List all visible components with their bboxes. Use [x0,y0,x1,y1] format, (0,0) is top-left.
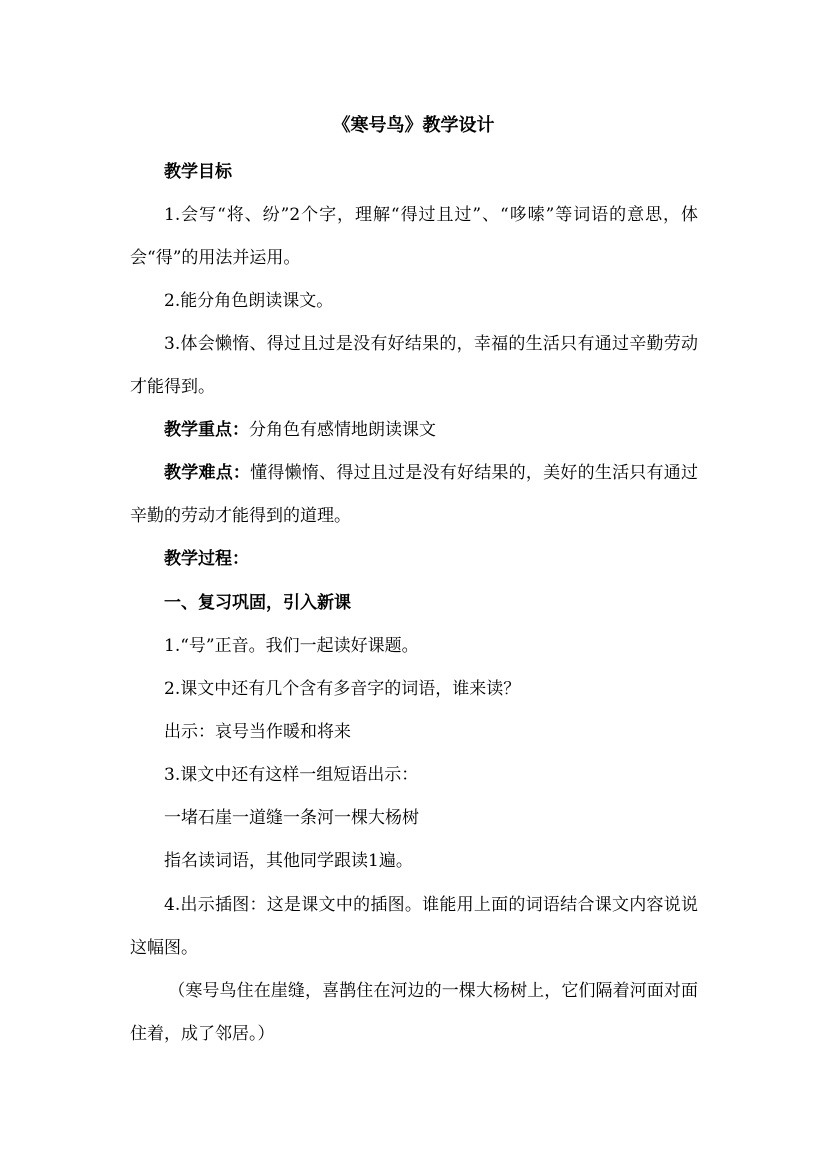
step-2-show: 出示：哀号当作暖和将来 [164,722,351,742]
difficulty-text: 懂得懒惰、得过且过是没有好结果的，美好的生活只有通过辛勤的劳动才能得到的道理。 [130,463,699,526]
step-3-read: 指名读词语，其他同学跟读1遍。 [164,851,413,871]
key-point [130,409,698,452]
difficulty-label: 教学难点： [164,463,251,483]
step-1: 1.“号”正音。我们一起读好课题。 [164,636,419,656]
objective-1: 1.会写“将、纷”2个字，理解“得过且过”、“哆嗦”等词语的意思，体会“得”的用法并运用。 [130,205,698,268]
step-2: 2.课文中还有几个含有多音字的词语，谁来读？ [164,679,521,699]
section-1-heading: 一、复习巩固，引入新课 [164,593,351,613]
difficulty [130,452,698,538]
step-3: 3.课文中还有这样一组短语出示： [164,765,419,785]
key-point-label: 教学重点： [164,420,249,440]
key-point-text: 分角色有感情地朗读课文 [249,420,436,440]
step-4: 4.出示插图：这是课文中的插图。谁能用上面的词语结合课文内容说说这幅图。 [130,895,698,958]
objective-2: 2.能分角色朗读课文。 [164,291,334,311]
document-title: 《寒号鸟》教学设计 [332,115,495,136]
objective-3: 3.体会懒惰、得过且过是没有好结果的，幸福的生活只有通过辛勤劳动才能得到。 [130,334,698,397]
objectives-heading: 教学目标 [164,162,232,182]
step-3-phrases: 一堵石崖一道缝一条河一棵大杨树 [164,808,419,828]
process-heading: 教学过程： [164,549,249,569]
step-4-answer: （寒号鸟住在崖缝，喜鹊住在河边的一棵大杨树上，它们隔着河面对面住着，成了邻居。） [130,981,698,1044]
